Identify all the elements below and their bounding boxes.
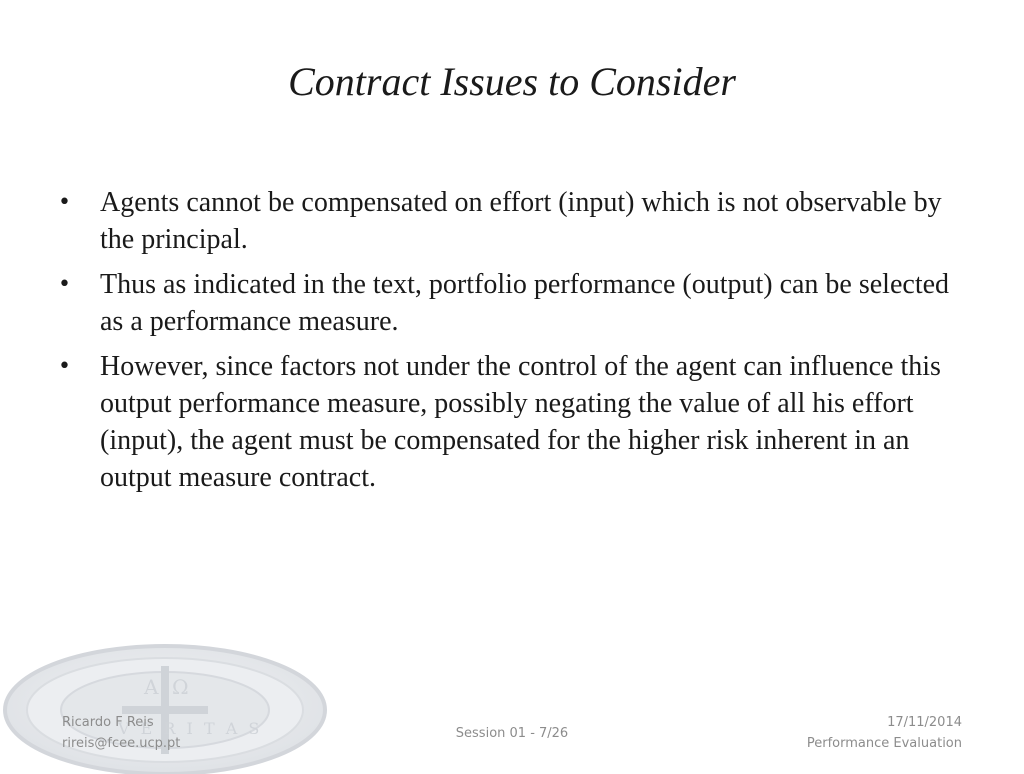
bullet-icon: • <box>58 190 71 215</box>
bullet-item <box>58 348 970 496</box>
bullet-item <box>58 184 970 258</box>
bullet-text: Thus as indicated in the text, portfolio performance (output) can be selected as a performance measure. <box>100 269 950 337</box>
footer-date: 17/11/2014 <box>887 715 962 730</box>
footer-author: Ricardo F Reis <box>62 715 154 730</box>
slide-title: Contract Issues to Consider <box>288 59 736 104</box>
bullet-text: However, since factors not under the control of the agent can influence this output performance measure, possibly negating the value of all his effort (input), the agent must be compensated for the higher risk inherent in an output measure contract. <box>100 351 941 493</box>
footer-course: Performance Evaluation <box>806 736 962 751</box>
footer-session: Session 01 - 7/26 <box>455 726 569 741</box>
footer-author-block <box>62 712 180 754</box>
footer-date-block <box>807 712 962 754</box>
seal-letter-omega: Ω <box>172 675 189 699</box>
bullet-text: Agents cannot be compensated on effort (input) which is not observable by the principal. <box>100 187 942 255</box>
bullet-icon: • <box>58 354 71 379</box>
seal-motto: V E R I T A S <box>118 719 263 738</box>
bullet-icon: • <box>58 272 71 297</box>
seal-letter-alpha: A <box>144 675 159 699</box>
bullet-list <box>58 184 970 504</box>
bullet-item <box>58 266 970 340</box>
university-seal-watermark <box>2 644 328 774</box>
footer-email: rireis@fcee.ucp.pt <box>62 736 181 751</box>
